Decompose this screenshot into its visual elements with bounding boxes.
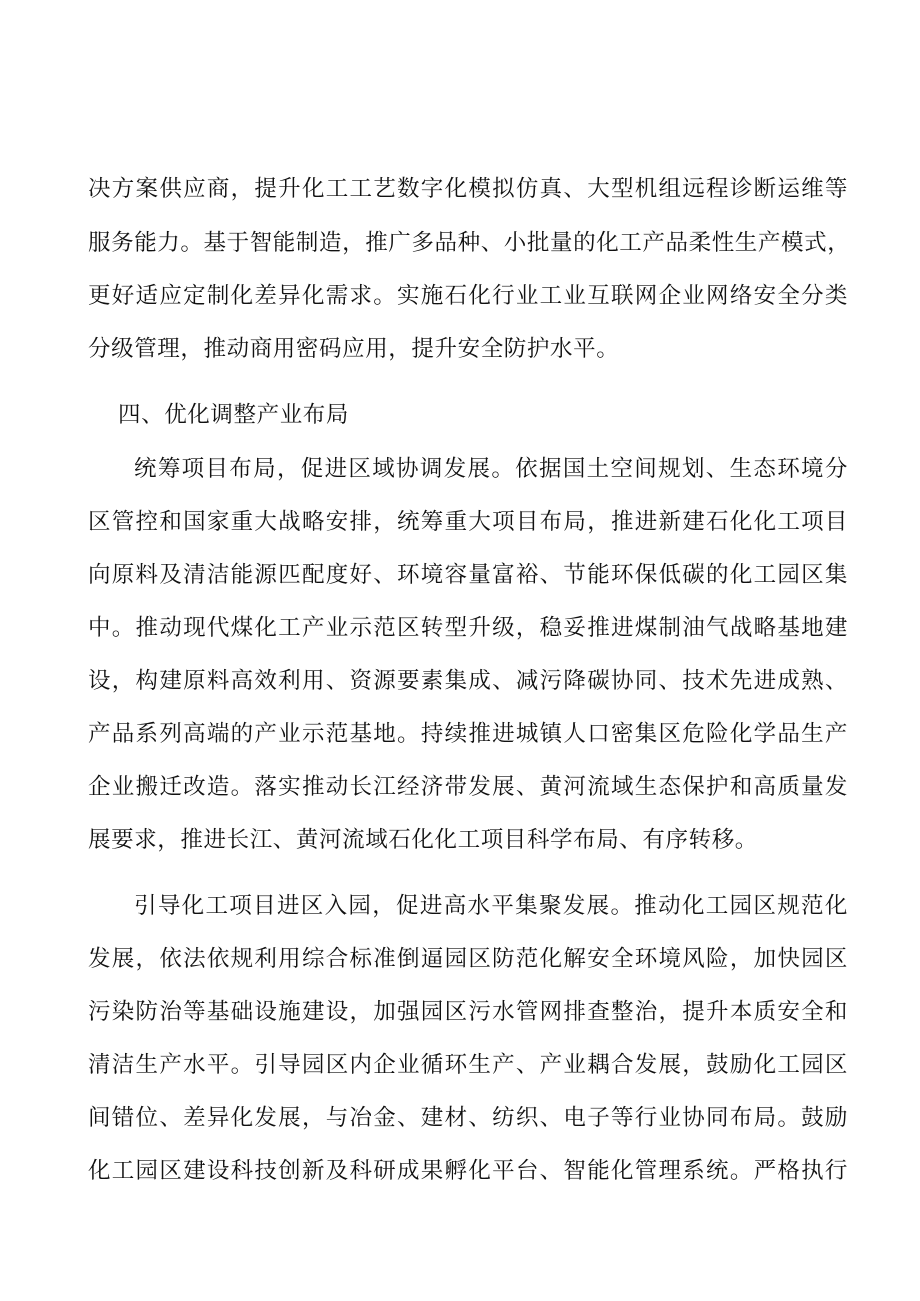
paragraph-2-line-5: 设，构建原料高效利用、资源要素集成、减污降碳协同、技术先进成熟、 (88, 668, 848, 694)
paragraph-2-line-7: 企业搬迁改造。落实推动长江经济带发展、黄河流域生态保护和高质量发 (88, 774, 848, 800)
paragraph-3-line-1: 引导化工项目进区入园，促进高水平集聚发展。推动化工园区规范化 (134, 893, 848, 919)
paragraph-1-line-2: 服务能力。基于智能制造，推广多品种、小批量的化工产品柔性生产模式， (88, 230, 851, 256)
paragraph-2-line-3: 向原料及清洁能源匹配度好、环境容量富裕、节能环保低碳的化工园区集 (88, 562, 848, 588)
paragraph-3-line-5: 间错位、差异化发展，与冶金、建材、纺织、电子等行业协同布局。鼓励 (88, 1105, 848, 1131)
paragraph-2-line-8: 展要求，推进长江、黄河流域石化化工项目科学布局、有序转移。 (88, 827, 758, 853)
section-heading: 四、优化调整产业布局 (118, 402, 350, 428)
paragraph-2-line-6: 产品系列高端的产业示范基地。持续推进城镇人口密集区危险化学品生产 (88, 721, 848, 747)
paragraph-1-line-4: 分级管理，推动商用密码应用，提升安全防护水平。 (88, 336, 620, 362)
paragraph-1-line-1: 决方案供应商，提升化工工艺数字化模拟仿真、大型机组远程诊断运维等 (88, 176, 848, 202)
paragraph-2-line-1: 统筹项目布局，促进区域协调发展。依据国土空间规划、生态环境分 (134, 456, 848, 482)
paragraph-3-line-4: 清洁生产水平。引导园区内企业循环生产、产业耦合发展，鼓励化工园区 (88, 1052, 848, 1078)
paragraph-2-line-4: 中。推动现代煤化工产业示范区转型升级，稳妥推进煤制油气战略基地建 (88, 615, 848, 641)
paragraph-3-line-6: 化工园区建设科技创新及科研成果孵化平台、智能化管理系统。严格执行 (88, 1158, 848, 1184)
paragraph-2-line-2: 区管控和国家重大战略安排，统筹重大项目布局，推进新建石化化工项目 (88, 509, 848, 535)
paragraph-3-line-3: 污染防治等基础设施建设，加强园区污水管网排查整治，提升本质安全和 (88, 999, 848, 1025)
paragraph-1-line-3: 更好适应定制化差异化需求。实施石化行业工业互联网企业网络安全分类 (88, 283, 848, 309)
paragraph-3-line-2: 发展，依法依规利用综合标准倒逼园区防范化解安全环境风险，加快园区 (88, 946, 848, 972)
